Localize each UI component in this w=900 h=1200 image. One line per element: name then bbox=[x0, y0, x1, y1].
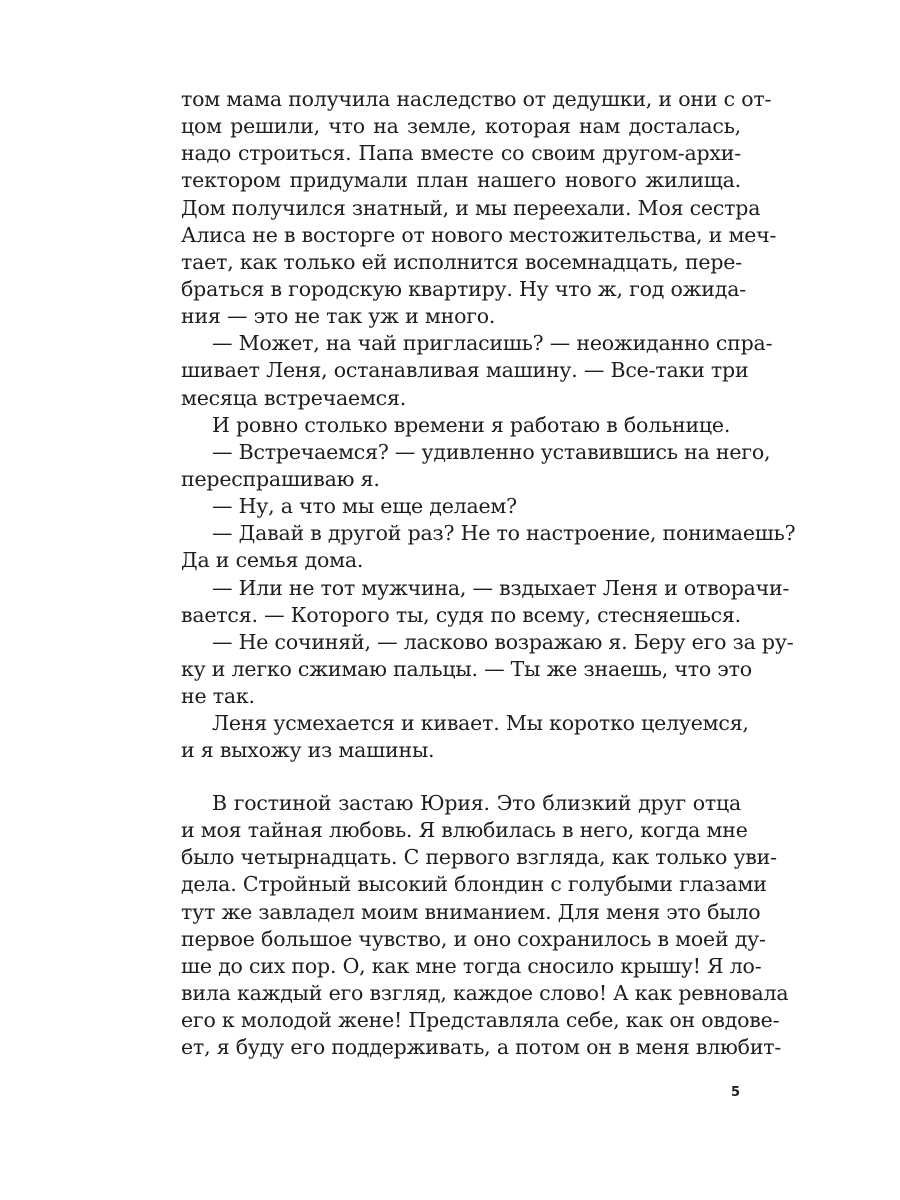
text-line: Дом получился знатный, и мы переехали. Моя сестра bbox=[181, 195, 761, 220]
text-line: ше до сих пор. О, как мне тогда сносило крышу! Я ло- bbox=[181, 953, 762, 978]
text-line: шивает Леня, останавливая машину. — Все-таки три bbox=[181, 358, 749, 383]
text-line: и я выхожу из машины. bbox=[181, 738, 435, 763]
text-line: — Ну, а что мы еще делаем? bbox=[212, 494, 517, 519]
text-line: И ровно столько времени я работаю в больнице. bbox=[212, 412, 731, 437]
page-number: 5 bbox=[731, 1085, 741, 1100]
text-line: переспрашиваю я. bbox=[181, 466, 380, 491]
text-line: ет, я буду его поддерживать, а потом он в меня влюбит- bbox=[181, 1035, 782, 1060]
text-line: — Или не тот мужчина, — вздыхает Леня и отворачи- bbox=[212, 575, 790, 600]
text-line: вается. — Которого ты, судя по всему, стесняешься. bbox=[181, 602, 741, 627]
text-line: тут же завладел моим вниманием. Для меня это было bbox=[181, 899, 761, 924]
text-line: том мама получила наследство от дедушки, и они с от- bbox=[181, 87, 772, 111]
text-line: цом решили, что на земле, которая нам досталась, bbox=[181, 114, 741, 139]
text-line: ния — это не так уж и много. bbox=[181, 304, 496, 329]
text-line: первое большое чувство, и оно сохранилось в моей ду- bbox=[181, 926, 766, 951]
text-line: месяца встречаемся. bbox=[181, 385, 407, 410]
text-line: дела. Стройный высокий блондин с голубыми глазами bbox=[181, 872, 767, 897]
text-block-top bbox=[181, 86, 796, 765]
text-line: Да и семья дома. bbox=[181, 548, 364, 573]
text-line: Леня усмехается и кивает. Мы коротко целуемся, bbox=[212, 711, 749, 736]
text-line: и моя тайная любовь. Я влюбилась в него, когда мне bbox=[181, 818, 748, 843]
text-line: его к молодой жене! Представляла себе, как он овдове- bbox=[181, 1008, 780, 1033]
text-line: — Может, на чай пригласишь? — неожиданно спра- bbox=[212, 331, 773, 356]
text-line: — Давай в другой раз? Не то настроение, понимаешь? bbox=[212, 521, 796, 546]
text-line: ку и легко сжимаю пальцы. — Ты же знаешь, что это bbox=[181, 656, 752, 681]
text-line: браться в городскую квартиру. Ну что ж, год ожида- bbox=[181, 276, 746, 301]
text-line: надо строиться. Папа вместе со своим другом-архи- bbox=[181, 141, 741, 166]
text-line: тает, как только ей исполнится восемнадцать, пере- bbox=[181, 249, 742, 274]
text-line: В гостиной застаю Юрия. Это близкий друг отца bbox=[212, 791, 741, 815]
text-line: — Встречаемся? — удивленно уставившись на него, bbox=[212, 439, 771, 464]
text-line: не так. bbox=[181, 684, 255, 709]
text-line: вила каждый его взгляд, каждое слово! А как ревновала bbox=[181, 980, 789, 1005]
text-line: Алиса не в восторге от нового местожительства, и меч- bbox=[181, 222, 777, 247]
text-line: — Не сочиняй, — ласково возражаю я. Беру его за ру- bbox=[212, 629, 794, 654]
text-block-bottom bbox=[181, 790, 789, 1061]
text-line: было четырнадцать. С первого взгляда, как только уви- bbox=[181, 845, 777, 870]
text-line: тектором придумали план нашего нового жилища. bbox=[181, 168, 741, 193]
